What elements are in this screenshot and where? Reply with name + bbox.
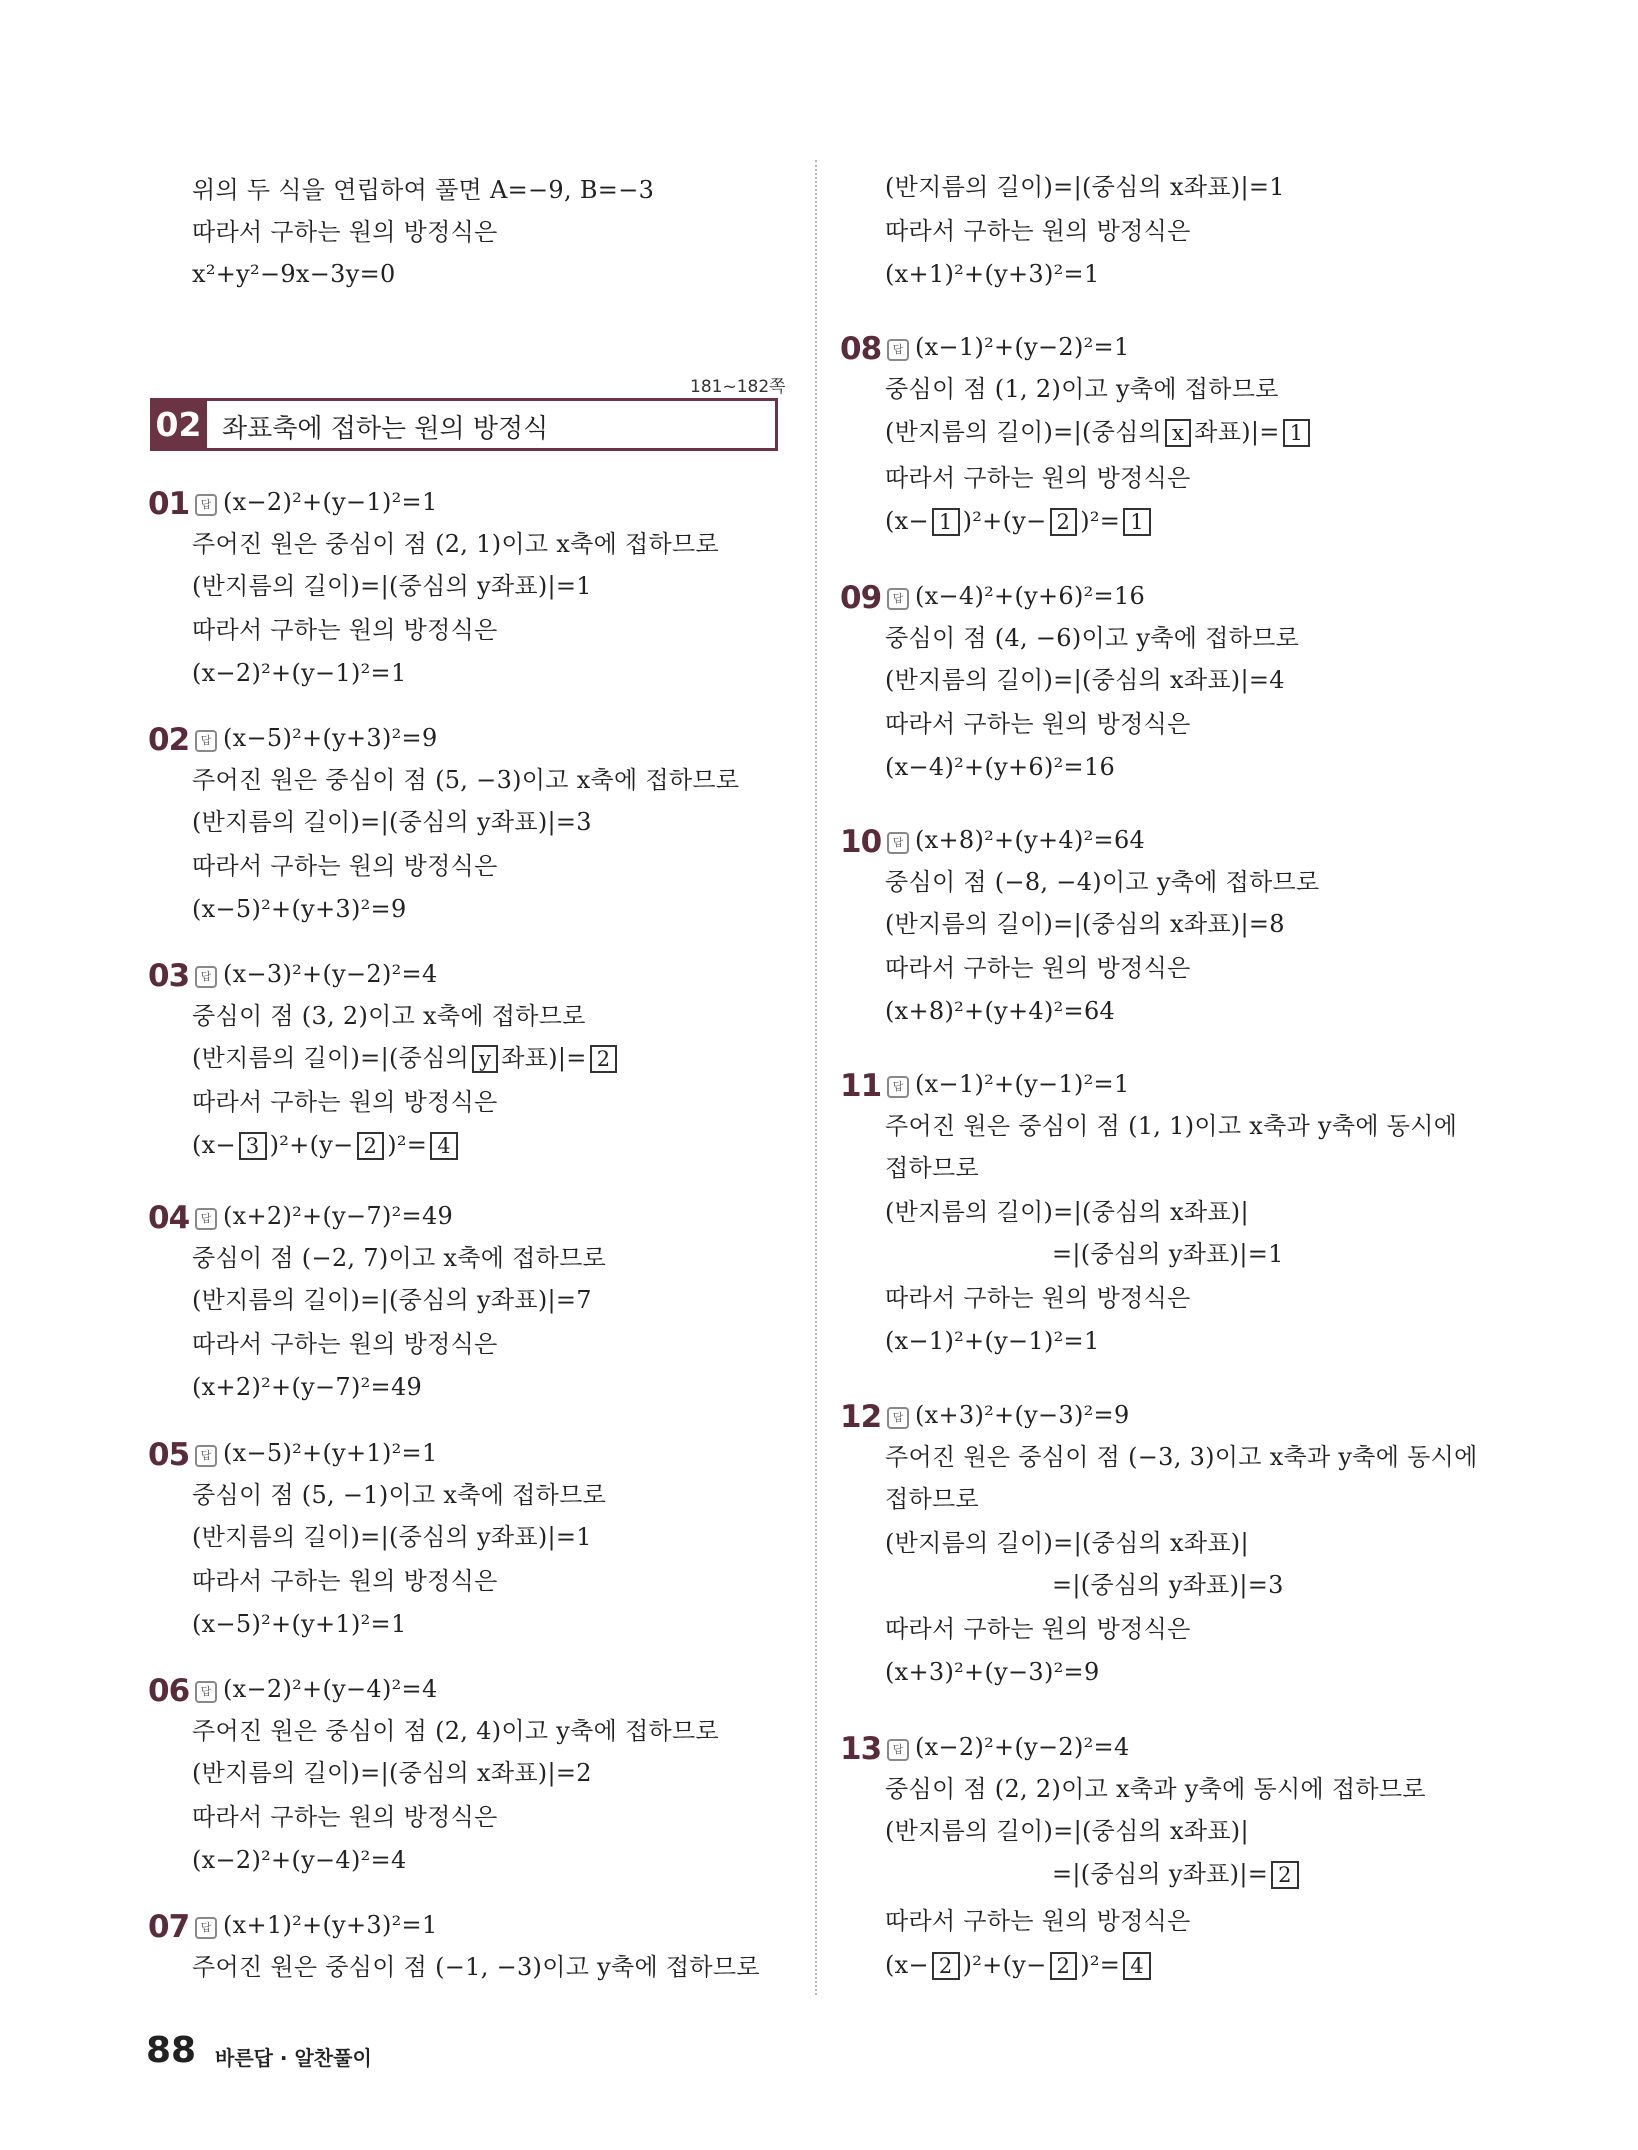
answer-icon: 답 xyxy=(887,1739,909,1761)
blank-box: 4 xyxy=(430,1132,458,1160)
problem-answer: (x−1)²+(y−2)²=1 xyxy=(915,333,1130,361)
solution-line: (반지름의 길이)=|(중심의 x좌표)| xyxy=(885,1529,1249,1557)
text-part: )²= xyxy=(1080,1951,1121,1979)
text-part: 좌표)|= xyxy=(501,1044,587,1072)
blank-box: 2 xyxy=(932,1952,960,1980)
solution-line: 주어진 원은 중심이 점 (2, 1)이고 x축에 접하므로 xyxy=(192,530,719,558)
problem-number: 13 xyxy=(840,1731,882,1767)
problem-number: 04 xyxy=(148,1200,190,1236)
solution-line: 따라서 구하는 원의 방정식은 xyxy=(885,710,1191,738)
problem-number: 10 xyxy=(840,824,882,860)
problem-number: 01 xyxy=(148,486,190,522)
solution-line: 따라서 구하는 원의 방정식은 xyxy=(885,1907,1191,1935)
solution-line xyxy=(1052,1859,1302,1889)
solution-line: 주어진 원은 중심이 점 (5, −3)이고 x축에 접하므로 xyxy=(192,766,740,794)
solution-line: (반지름의 길이)=|(중심의 y좌표)|=1 xyxy=(192,1523,592,1551)
problem-number: 08 xyxy=(840,331,882,367)
solution-line: 따라서 구하는 원의 방정식은 xyxy=(885,464,1191,492)
problem-answer: (x+2)²+(y−7)²=49 xyxy=(223,1202,454,1230)
answer-icon: 답 xyxy=(195,1681,217,1703)
problem-answer: (x−2)²+(y−2)²=4 xyxy=(915,1733,1130,1761)
solution-line: (x+1)²+(y+3)²=1 xyxy=(885,260,1100,288)
text-part: )²+(y− xyxy=(962,507,1047,535)
solution-line xyxy=(885,1950,1154,1980)
problem-answer: (x−2)²+(y−4)²=4 xyxy=(223,1675,438,1703)
text-part: =|(중심의 y좌표)|= xyxy=(1052,1860,1269,1888)
blank-box: 2 xyxy=(590,1045,618,1073)
solution-line: (반지름의 길이)=|(중심의 x좌표)| xyxy=(885,1817,1249,1845)
intro-line-3: x²+y²−9x−3y=0 xyxy=(192,260,396,288)
solution-line: 따라서 구하는 원의 방정식은 xyxy=(192,1330,498,1358)
solution-line: 중심이 점 (5, −1)이고 x축에 접하므로 xyxy=(192,1481,607,1509)
solution-line: 접하므로 xyxy=(885,1154,979,1182)
solution-line: 주어진 원은 중심이 점 (−1, −3)이고 y축에 접하므로 xyxy=(192,1953,760,1981)
blank-box: y xyxy=(472,1045,498,1073)
answer-icon: 답 xyxy=(195,966,217,988)
answer-icon: 답 xyxy=(887,588,909,610)
solution-line: 접하므로 xyxy=(885,1485,979,1513)
solution-line: 중심이 점 (2, 2)이고 x축과 y축에 동시에 접하므로 xyxy=(885,1775,1426,1803)
solution-line: 중심이 점 (−2, 7)이고 x축에 접하므로 xyxy=(192,1244,607,1272)
problem-answer: (x+8)²+(y+4)²=64 xyxy=(915,826,1146,854)
answer-icon: 답 xyxy=(195,1208,217,1230)
blank-box: 2 xyxy=(1050,508,1078,536)
section-page-ref: 181~182쪽 xyxy=(690,377,786,397)
solution-line: (반지름의 길이)=|(중심의 x좌표)| xyxy=(885,1198,1249,1226)
answer-icon: 답 xyxy=(887,1407,909,1429)
answer-icon: 답 xyxy=(195,494,217,516)
blank-box: 4 xyxy=(1123,1952,1151,1980)
problem-answer: (x+3)²+(y−3)²=9 xyxy=(915,1401,1130,1429)
blank-box: 2 xyxy=(357,1132,385,1160)
column-divider xyxy=(815,160,817,1995)
solution-line: (x−5)²+(y+3)²=9 xyxy=(192,895,407,923)
problem-answer: (x−1)²+(y−1)²=1 xyxy=(915,1070,1130,1098)
page-number: 88 xyxy=(146,2030,197,2071)
intro-line-2: 따라서 구하는 원의 방정식은 xyxy=(192,218,498,246)
text-part: (반지름의 길이)=|(중심의 xyxy=(885,418,1163,446)
solution-line xyxy=(192,1043,620,1073)
solution-line: 따라서 구하는 원의 방정식은 xyxy=(885,1615,1191,1643)
text-part: )²+(y− xyxy=(269,1131,354,1159)
text-part: )²= xyxy=(387,1131,428,1159)
problem-number: 06 xyxy=(148,1673,190,1709)
solution-line: (x+2)²+(y−7)²=49 xyxy=(192,1373,423,1401)
problem-number: 11 xyxy=(840,1068,882,1104)
solution-line: (반지름의 길이)=|(중심의 y좌표)|=3 xyxy=(192,808,592,836)
solution-line: (x+3)²+(y−3)²=9 xyxy=(885,1658,1100,1686)
blank-box: 1 xyxy=(1123,508,1151,536)
solution-line: 따라서 구하는 원의 방정식은 xyxy=(885,1284,1191,1312)
solution-line: (반지름의 길이)=|(중심의 x좌표)|=4 xyxy=(885,666,1285,694)
solution-line: (x−1)²+(y−1)²=1 xyxy=(885,1327,1100,1355)
solution-line: 따라서 구하는 원의 방정식은 xyxy=(885,954,1191,982)
solution-line: (x−2)²+(y−1)²=1 xyxy=(192,659,407,687)
answer-icon: 답 xyxy=(195,730,217,752)
text-part: (반지름의 길이)=|(중심의 xyxy=(192,1044,470,1072)
solution-line: 따라서 구하는 원의 방정식은 xyxy=(192,1567,498,1595)
footer-label: 바른답 · 알찬풀이 xyxy=(215,2046,372,2070)
solution-line: 따라서 구하는 원의 방정식은 xyxy=(192,1088,498,1116)
problem-answer: (x−3)²+(y−2)²=4 xyxy=(223,960,438,988)
solution-line: (반지름의 길이)=|(중심의 y좌표)|=7 xyxy=(192,1286,592,1314)
solution-line xyxy=(885,506,1154,536)
intro-line-1: 위의 두 식을 연립하여 풀면 A=−9, B=−3 xyxy=(192,176,655,204)
blank-box: x xyxy=(1165,419,1191,447)
blank-box: 1 xyxy=(932,508,960,536)
solution-line xyxy=(885,417,1313,447)
text-part: (x− xyxy=(885,1951,929,1979)
solution-line: (x−2)²+(y−4)²=4 xyxy=(192,1846,407,1874)
solution-line: 중심이 점 (1, 2)이고 y축에 접하므로 xyxy=(885,375,1279,403)
solution-line: 주어진 원은 중심이 점 (1, 1)이고 x축과 y축에 동시에 xyxy=(885,1112,1458,1140)
blank-box: 2 xyxy=(1271,1861,1299,1889)
solution-line: 중심이 점 (3, 2)이고 x축에 접하므로 xyxy=(192,1002,586,1030)
answer-icon: 답 xyxy=(195,1917,217,1939)
answer-icon: 답 xyxy=(887,1076,909,1098)
section-number: 02 xyxy=(150,398,207,451)
solution-line: 따라서 구하는 원의 방정식은 xyxy=(192,1803,498,1831)
solution-line xyxy=(192,1130,461,1160)
problem-answer: (x−4)²+(y+6)²=16 xyxy=(915,582,1146,610)
solution-line: 따라서 구하는 원의 방정식은 xyxy=(885,217,1191,245)
answer-icon: 답 xyxy=(887,832,909,854)
problem-number: 07 xyxy=(148,1909,190,1945)
text-part: )²+(y− xyxy=(962,1951,1047,1979)
section-title: 좌표축에 접하는 원의 방정식 xyxy=(222,414,549,444)
problem-answer: (x−5)²+(y+1)²=1 xyxy=(223,1439,438,1467)
solution-line: =|(중심의 y좌표)|=1 xyxy=(1052,1240,1284,1268)
problem-number: 12 xyxy=(840,1399,882,1435)
text-part: )²= xyxy=(1080,507,1121,535)
solution-line: (x−4)²+(y+6)²=16 xyxy=(885,753,1116,781)
problem-answer: (x+1)²+(y+3)²=1 xyxy=(223,1911,438,1939)
answer-icon: 답 xyxy=(195,1445,217,1467)
problem-answer: (x−5)²+(y+3)²=9 xyxy=(223,724,438,752)
problem-number: 09 xyxy=(840,580,882,616)
solution-line: 중심이 점 (4, −6)이고 y축에 접하므로 xyxy=(885,624,1300,652)
problem-number: 03 xyxy=(148,958,190,994)
solution-line: 따라서 구하는 원의 방정식은 xyxy=(192,616,498,644)
solution-line: 따라서 구하는 원의 방정식은 xyxy=(192,852,498,880)
blank-box: 2 xyxy=(1050,1952,1078,1980)
solution-line: 주어진 원은 중심이 점 (2, 4)이고 y축에 접하므로 xyxy=(192,1717,719,1745)
text-part: (x− xyxy=(192,1131,236,1159)
solution-line: (x−5)²+(y+1)²=1 xyxy=(192,1610,407,1638)
solution-line: (반지름의 길이)=|(중심의 y좌표)|=1 xyxy=(192,572,592,600)
problem-number: 02 xyxy=(148,722,190,758)
problem-number: 05 xyxy=(148,1437,190,1473)
text-part: (x− xyxy=(885,507,929,535)
solution-line: (x+8)²+(y+4)²=64 xyxy=(885,997,1116,1025)
text-part: 좌표)|= xyxy=(1194,418,1280,446)
solution-line: 중심이 점 (−8, −4)이고 y축에 접하므로 xyxy=(885,868,1320,896)
blank-box: 1 xyxy=(1283,419,1311,447)
problem-answer: (x−2)²+(y−1)²=1 xyxy=(223,488,438,516)
solution-line: (반지름의 길이)=|(중심의 x좌표)|=8 xyxy=(885,910,1285,938)
solution-line: =|(중심의 y좌표)|=3 xyxy=(1052,1571,1284,1599)
solution-line: 주어진 원은 중심이 점 (−3, 3)이고 x축과 y축에 동시에 xyxy=(885,1443,1478,1471)
answer-icon: 답 xyxy=(887,339,909,361)
blank-box: 3 xyxy=(239,1132,267,1160)
solution-line: (반지름의 길이)=|(중심의 x좌표)|=2 xyxy=(192,1759,592,1787)
solution-line: (반지름의 길이)=|(중심의 x좌표)|=1 xyxy=(885,173,1285,201)
